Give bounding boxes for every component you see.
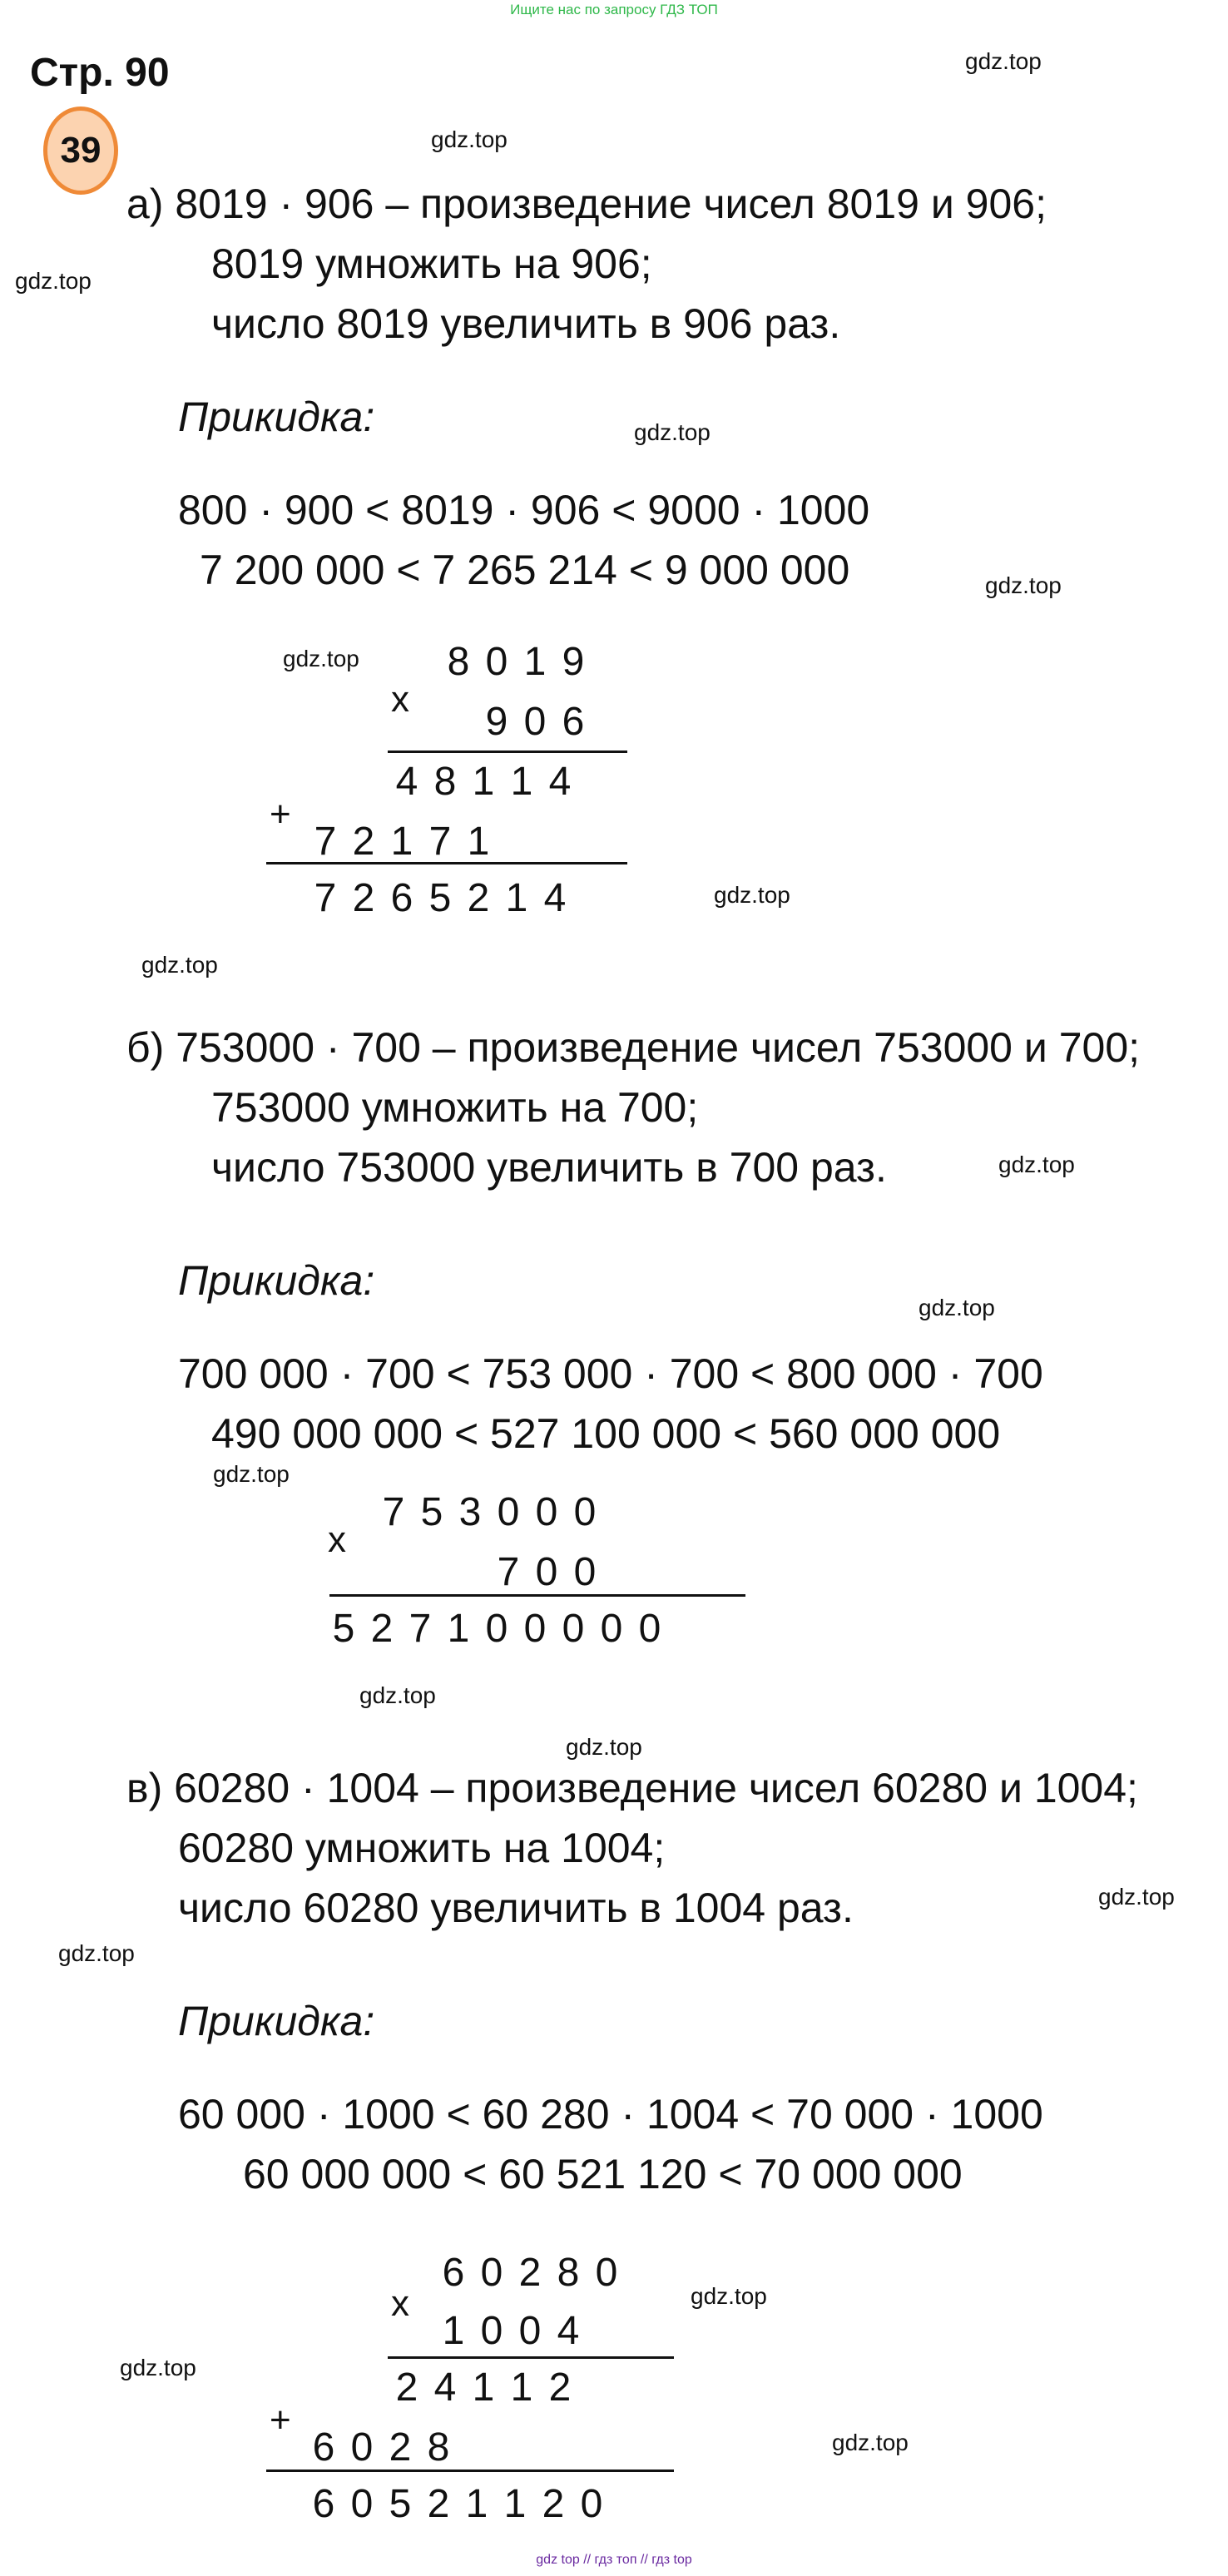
watermark: gdz.top — [714, 882, 790, 908]
part-v-line-3: число 60280 увеличить в 1004 раз. — [178, 1885, 854, 1931]
partial-product-row: 4 8 1 1 4 — [395, 760, 572, 804]
sum-line — [266, 862, 627, 864]
times-sign: x — [391, 2283, 409, 2324]
partial-product-row: 6 0 2 8 — [312, 2425, 450, 2469]
part-b-line-1: б) 753000 · 700 – произведение чисел 753000 и 700; — [126, 1024, 1141, 1071]
watermark: gdz.top — [919, 1295, 995, 1320]
part-b-line-2: 753000 умножить на 700; — [211, 1084, 699, 1131]
watermark: gdz.top — [691, 2283, 767, 2309]
multiplicand-row: 7 5 3 0 0 0 — [382, 1490, 597, 1534]
task-number-badge — [43, 107, 118, 195]
part-v-estimate-2: 60 000 000 < 60 521 120 < 70 000 000 — [243, 2151, 963, 2197]
part-b-estimate-1: 700 000 · 700 < 753 000 · 700 < 800 000 · 700 — [178, 1350, 1043, 1397]
result-row: 5 2 7 1 0 0 0 0 0 — [332, 1607, 661, 1651]
partial-product-row: 2 4 1 1 2 — [395, 2365, 572, 2410]
part-a-line-3: число 8019 увеличить в 906 раз. — [211, 300, 841, 347]
part-b-line-3: число 753000 увеличить в 700 раз. — [211, 1144, 887, 1191]
watermark: gdz.top — [985, 572, 1062, 598]
watermark: gdz.top — [998, 1152, 1075, 1177]
plus-sign: + — [270, 794, 291, 835]
product-line — [329, 1594, 745, 1597]
multiplier-row: 7 0 0 — [497, 1550, 597, 1594]
watermark: gdz.top — [431, 126, 508, 152]
watermark: gdz.top — [58, 1940, 135, 1966]
watermark: gdz.top — [832, 2430, 909, 2455]
part-a-estimate-1: 800 · 900 < 8019 · 906 < 9000 · 1000 — [178, 487, 870, 533]
watermark: gdz.top — [965, 48, 1042, 74]
watermark: gdz.top — [359, 1682, 436, 1708]
part-b-estimate-label: Прикидка: — [178, 1257, 375, 1304]
plus-sign: + — [270, 2400, 291, 2440]
part-b-estimate-2: 490 000 000 < 527 100 000 < 560 000 000 — [211, 1410, 1001, 1457]
footer-links: gdz top // гдз топ // гдз top — [536, 2553, 692, 2567]
multiplicand-row: 8 0 1 9 — [447, 640, 585, 684]
watermark: gdz.top — [120, 2355, 196, 2380]
times-sign: x — [391, 679, 409, 720]
part-a-line-1: а) 8019 · 906 – произведение чисел 8019 и 906; — [126, 181, 1047, 227]
product-line — [388, 2356, 674, 2359]
part-v-line-2: 60280 умножить на 1004; — [178, 1825, 666, 1871]
sum-line — [266, 2469, 674, 2472]
result-row: 6 0 5 2 1 1 2 0 — [312, 2482, 603, 2526]
watermark: gdz.top — [15, 268, 92, 294]
page-title: Стр. 90 — [30, 51, 170, 95]
part-a-line-2: 8019 умножить на 906; — [211, 240, 652, 287]
part-v-estimate-1: 60 000 · 1000 < 60 280 · 1004 < 70 000 · 1000 — [178, 2091, 1043, 2138]
part-a-estimate-label: Прикидка: — [178, 394, 375, 440]
part-v-estimate-label: Прикидка: — [178, 1998, 375, 2044]
multiplier-row: 1 0 0 4 — [442, 2309, 580, 2353]
part-a-estimate-2: 7 200 000 < 7 265 214 < 9 000 000 — [200, 547, 850, 593]
watermark: gdz.top — [141, 952, 218, 978]
product-line — [388, 751, 627, 753]
watermark: gdz.top — [566, 1734, 642, 1760]
top-banner: Ищите нас по запросу ГДЗ ТОП — [510, 2, 718, 17]
task-number: 39 — [60, 130, 102, 171]
partial-product-row: 7 2 1 7 1 — [314, 820, 490, 864]
multiplicand-row: 6 0 2 8 0 — [442, 2251, 618, 2295]
multiplier-row: 9 0 6 — [485, 700, 585, 744]
watermark: gdz.top — [634, 419, 711, 445]
watermark: gdz.top — [283, 646, 359, 671]
watermark: gdz.top — [1098, 1884, 1175, 1910]
watermark: gdz.top — [213, 1461, 290, 1487]
result-row: 7 2 6 5 2 1 4 — [314, 876, 567, 920]
times-sign: x — [328, 1519, 346, 1560]
part-v-line-1: в) 60280 · 1004 – произведение чисел 60280 и 1004; — [126, 1765, 1138, 1811]
